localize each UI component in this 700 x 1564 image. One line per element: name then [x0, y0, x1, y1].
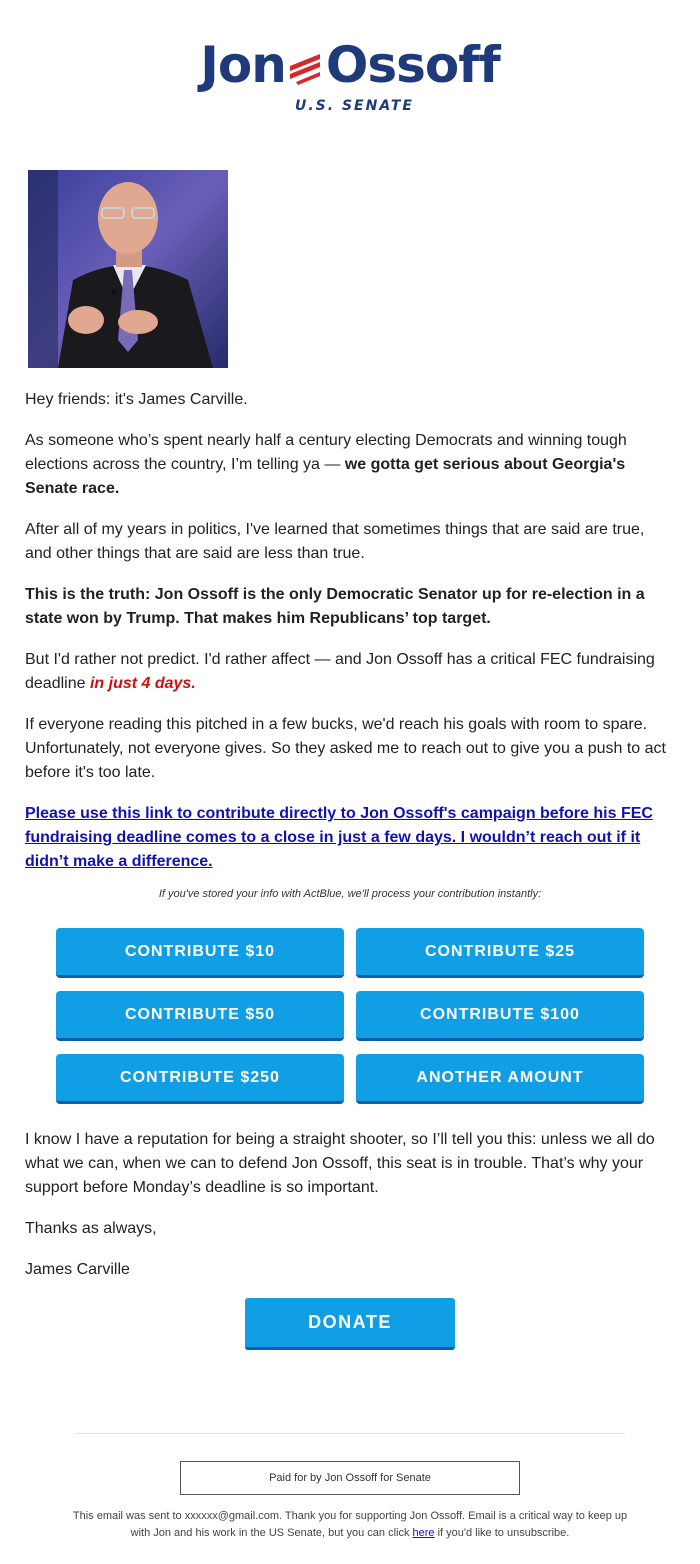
truth-paragraph: This is the truth: Jon Ossoff is the only Democratic Senator up for re-election in a state won by Trump. That makes him Republicans’ top target. [25, 586, 645, 627]
carville-photo [28, 170, 228, 368]
donate-button[interactable]: DONATE [245, 1298, 455, 1350]
actblue-note: If you've stored your info with ActBlue, we'll process your contribution instantly: [158, 888, 542, 900]
contribute-link[interactable]: Please use this link to contribute directly to Jon Ossoff's campaign before his FEC fundraising deadline comes to a close in just a few days. I wouldn’t reach out if it didn’t make a difference. [25, 805, 653, 870]
deadline-highlight: in just 4 days. [89, 675, 196, 692]
contribute-100-button[interactable]: CONTRIBUTE $100 [356, 991, 644, 1041]
greeting-paragraph: Hey friends: it's James Carville. [25, 391, 248, 408]
footer-divider [75, 1433, 625, 1434]
email-body-closing [25, 1128, 675, 1299]
pitch-paragraph: If everyone reading this pitched in a few bucks, we'd reach his goals with room to spare. Unfortunately, not everyone gives. So they asked me to reach out to give you a push to act before it's too late. [25, 716, 666, 781]
closing-paragraph: I know I have a reputation for being a straight shooter, so I’ll tell you this: unless we all do what we can, when we can to defend Jon Ossoff, this seat is in trouble. That’s why your support before Monday’s deadline is so important. [25, 1131, 655, 1196]
logo-first-name: Jon [200, 36, 286, 94]
logo-subtitle: U.S. SENATE [295, 98, 414, 114]
email-body [25, 388, 675, 891]
paid-for-box: Paid for by Jon Ossoff for Senate [180, 1461, 520, 1495]
another-amount-button[interactable]: ANOTHER AMOUNT [356, 1054, 644, 1104]
politics-paragraph: After all of my years in politics, I've learned that sometimes things that are said are true, and other things that are said are less than true. [25, 521, 645, 562]
logo-header [0, 0, 700, 160]
footer-text: This email was sent to xxxxxx@gmail.com. Thank you for supporting Jon Ossoff. Email is a critical way to keep up with Jon and his work in the US Senate, but you can click here if you'd like to unsubscribe. [72, 1510, 628, 1539]
unsubscribe-link[interactable]: here [412, 1527, 435, 1539]
logo-stripes-icon [286, 54, 326, 84]
logo-last-name: Ossoff [325, 36, 500, 94]
deadline-paragraph: But I'd rather not predict. I'd rather affect — and Jon Ossoff has a critical FEC fundraising deadline in just 4 days. [25, 651, 655, 692]
signature: James Carville [25, 1261, 130, 1278]
signoff: Thanks as always, [25, 1220, 157, 1237]
contribute-10-button[interactable]: CONTRIBUTE $10 [56, 928, 344, 978]
contribute-link-paragraph [25, 802, 675, 874]
logo-wordmark [0, 36, 700, 94]
intro-paragraph: As someone who’s spent nearly half a century electing Democrats and winning tough elections across the country, I’m telling ya — we gotta get serious about Georgia's Senate race. [25, 432, 627, 497]
contribute-25-button[interactable]: CONTRIBUTE $25 [356, 928, 644, 978]
contribute-250-button[interactable]: CONTRIBUTE $250 [56, 1054, 344, 1104]
contribute-50-button[interactable]: CONTRIBUTE $50 [56, 991, 344, 1041]
